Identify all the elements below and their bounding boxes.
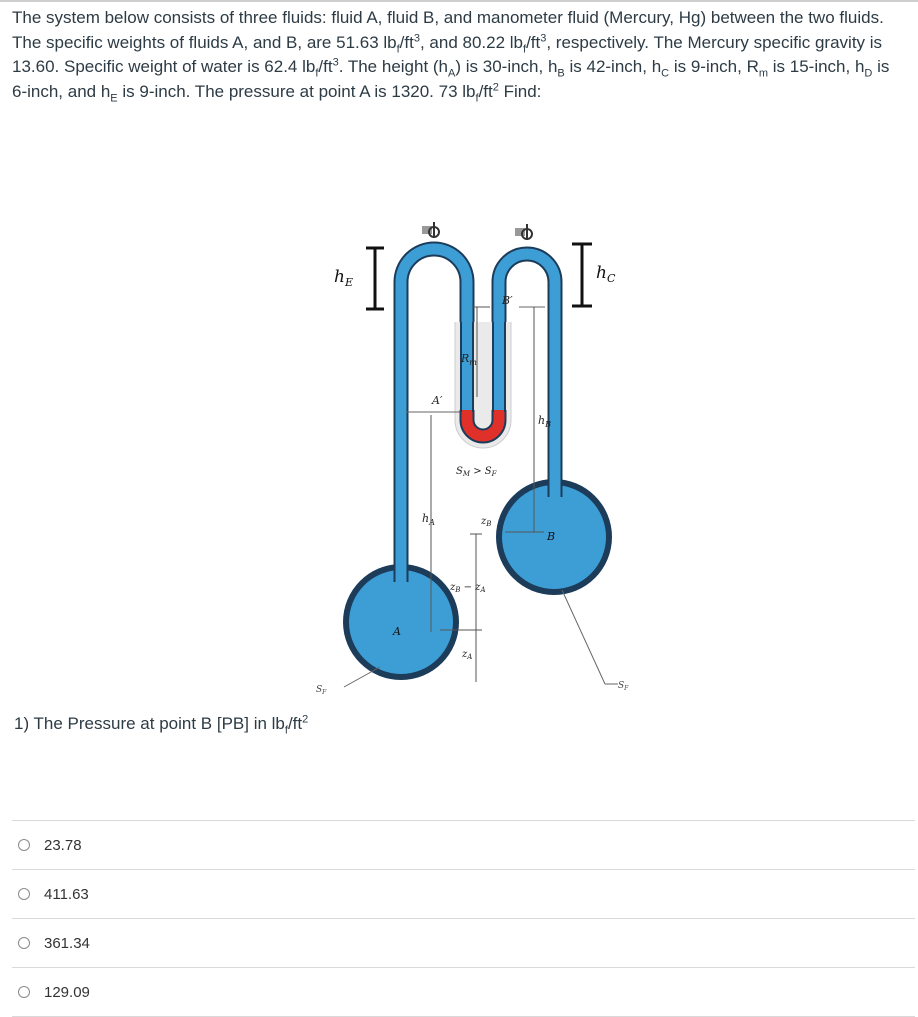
hc-dimension	[572, 244, 592, 306]
answer-options	[12, 820, 915, 1017]
label-zb-za: $z_B - z_A$	[450, 582, 486, 594]
label-hc: $h_C$	[596, 263, 616, 285]
sf-right-pointer	[562, 590, 605, 684]
label-rm: $R_m$	[461, 352, 477, 367]
label-tank-b: B	[547, 530, 556, 543]
manometer-diagram	[300, 212, 640, 698]
top-divider	[0, 0, 918, 2]
answer-option-1[interactable]	[12, 820, 915, 869]
label-sf-left: $S_F$	[316, 685, 327, 696]
valve-right-icon	[515, 224, 532, 240]
sf-left-pointer	[344, 667, 380, 687]
label-a-prime: A′	[432, 394, 443, 407]
label-sm-gt-sf: $S_M > S_F$	[456, 466, 497, 478]
radio-button[interactable]	[18, 839, 30, 851]
label-sf-right: $S_F$	[618, 681, 629, 692]
question-text: 1) The Pressure at point B [PB] in $lb_f/ft^2$	[14, 713, 309, 737]
answer-option-3[interactable]	[12, 918, 915, 967]
radio-button[interactable]	[18, 888, 30, 900]
answer-option-label: 361.34	[44, 934, 90, 952]
radio-button[interactable]	[18, 937, 30, 949]
label-ha: $h_A$	[422, 512, 435, 527]
manometer-figure	[300, 212, 640, 698]
label-b-prime: B′	[502, 294, 513, 307]
answer-option-label: 129.09	[44, 983, 90, 1001]
tank-a-fluid	[349, 570, 453, 674]
label-tank-a: A	[393, 625, 401, 638]
radio-button[interactable]	[18, 986, 30, 998]
label-za: $z_A$	[462, 649, 473, 661]
answer-option-label: 411.63	[44, 885, 89, 903]
answer-option-2[interactable]	[12, 869, 915, 918]
label-hb: $h_B$	[538, 414, 551, 429]
label-he: $h_E$	[334, 267, 353, 289]
answer-option-4[interactable]	[12, 967, 915, 1017]
label-zb: $z_B$	[481, 516, 492, 528]
valve-left-icon	[422, 222, 439, 238]
problem-statement: The system below consists of three fluids: fluid A, fluid B, and manometer fluid (Mercury, Hg) between the two fluids. The specific weights of fluids A, and B, are 51.63 $lb_f/ft^3$, and 80.22 $lb_f/ft^3$, respectively. The Mercury specific gravity is 13.60. Specific weight of water is 62.4 $lb_f/ft^3$. The height $(h_A)$ is 30-inch, $h_B$ is 42-inch, $h_C$ is 9-inch, $R_m$ is 15-inch, $h_D$ is 6-inch, and $h_E$ is 9-inch. The pressure at point A is 1320. 73 $lb_f/ft^2$ Find:	[12, 8, 890, 105]
answer-option-label: 23.78	[44, 836, 82, 854]
he-dimension	[366, 248, 384, 309]
